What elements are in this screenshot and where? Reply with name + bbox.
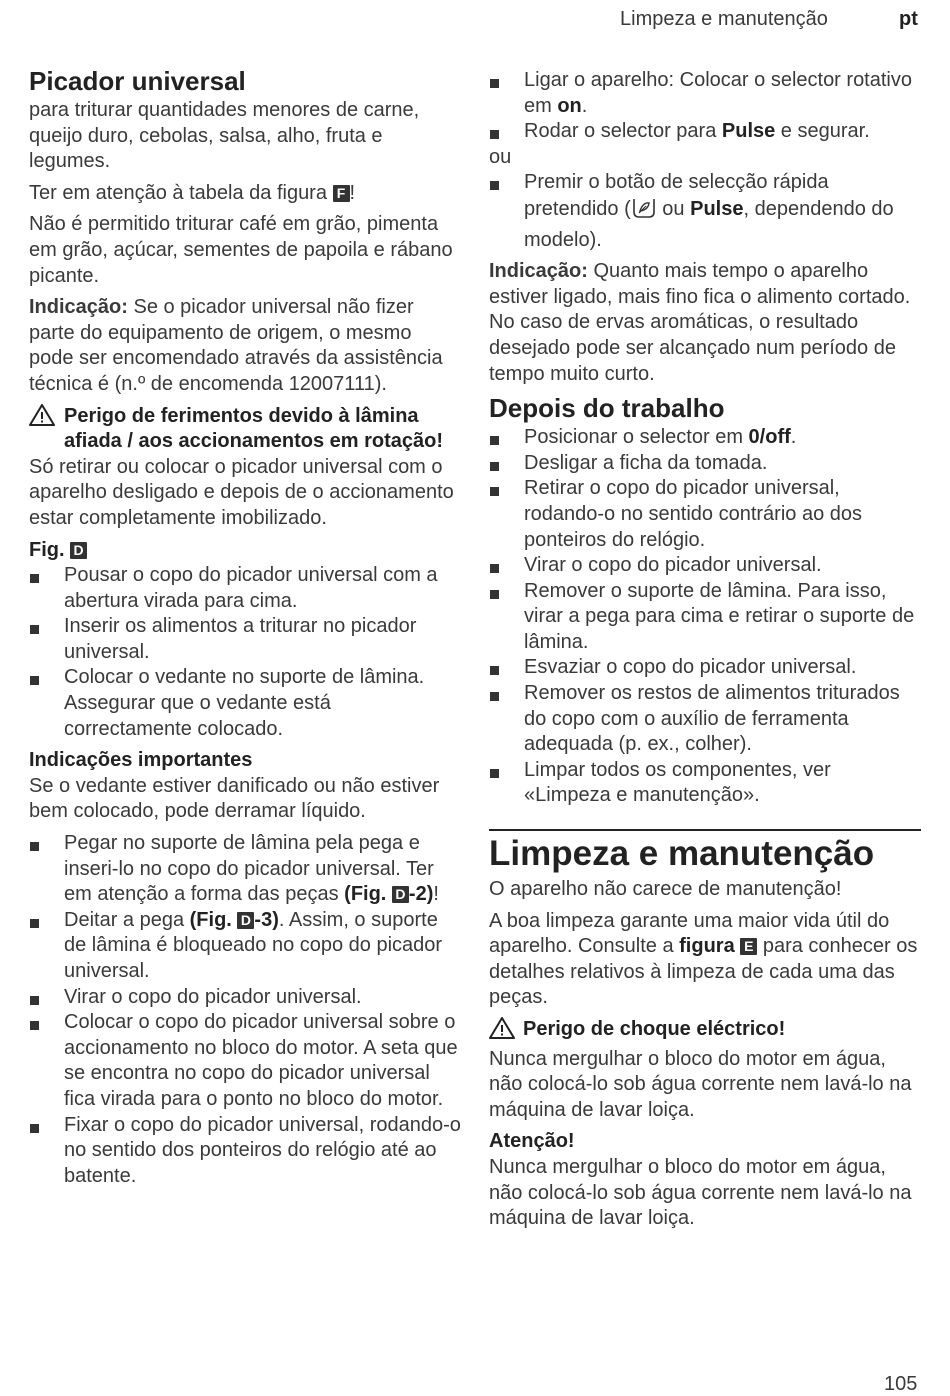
item-end: ! bbox=[433, 883, 439, 906]
item-text: Premir o botão de selecção rápida pretendido ( bbox=[524, 171, 829, 220]
item-text: Rodar o selector para bbox=[524, 120, 722, 143]
list-item: Remover os restos de alimentos triturados do copo com o auxílio de ferramenta adequada (p. ex., colher). bbox=[489, 681, 921, 758]
item-end: . bbox=[581, 94, 588, 117]
list-item bbox=[29, 908, 461, 985]
figure-word: figura bbox=[679, 935, 735, 958]
warning-triangle-icon bbox=[29, 404, 64, 455]
list-item: Remover o suporte de lâmina. Para isso, virar a pega para cima e retirar o suporte de lâmina. bbox=[489, 579, 921, 656]
warning-triangle-icon bbox=[489, 1017, 515, 1047]
list-item: Limpar todos os componentes, ver «Limpeza e manutenção». bbox=[489, 758, 921, 809]
list-item: Colocar o vedante no suporte de lâmina. Assegurar que o vedante está correctamente colocado. bbox=[29, 665, 461, 742]
figure-reference bbox=[29, 538, 461, 564]
item-end: para conhecer os detalhes relativos à limpeza de cada uma das peças. bbox=[489, 935, 918, 1009]
warning-title: Perigo de choque eléctrico! bbox=[523, 1018, 786, 1040]
table-note bbox=[29, 181, 461, 207]
right-column bbox=[489, 68, 921, 1238]
shock-warning-heading bbox=[489, 1017, 921, 1047]
ref-pre: (Fig. bbox=[344, 883, 392, 906]
list-item: Fixar o copo do picador universal, rodando-o no sentido dos ponteiros do relógio até ao batente. bbox=[29, 1113, 461, 1190]
list-item: Colocar o copo do picador universal sobre o accionamento no bloco do motor. A seta que se encontra no copo do picador universal fica virada para o ponto no bloco do motor. bbox=[29, 1010, 461, 1112]
section-title-after-work: Depois do trabalho bbox=[489, 393, 725, 424]
language-code: pt bbox=[899, 8, 918, 30]
left-column bbox=[29, 66, 461, 1195]
not-allowed-paragraph: Não é permitido triturar café em grão, pimenta em grão, açúcar, sementes de papoila e rábano picante. bbox=[29, 213, 453, 287]
quick-select-step bbox=[489, 170, 921, 253]
figure-letter-badge: D bbox=[237, 912, 254, 929]
important-notes-heading: Indicações importantes bbox=[29, 749, 253, 772]
note-paragraph bbox=[29, 295, 461, 397]
section-divider bbox=[489, 829, 921, 875]
note-label: Indicação: bbox=[29, 296, 128, 319]
ref-pre: (Fig. bbox=[189, 908, 238, 931]
steps-list-2 bbox=[29, 831, 461, 1189]
item-bold: Pulse bbox=[690, 197, 744, 220]
item-end: , dependendo do modelo). bbox=[524, 197, 894, 251]
section-title-cleaning: Limpeza e manutenção bbox=[489, 834, 875, 874]
item-text: Pegar no suporte de lâmina pela pega e inseri-lo no copo do picador universal. Ter em atenção a forma das peças bbox=[64, 832, 434, 906]
item-mid: ou bbox=[656, 197, 691, 220]
maintenance-paragraph bbox=[489, 909, 921, 1011]
item-bold: Pulse bbox=[721, 120, 776, 143]
attention-heading: Atenção! bbox=[489, 1130, 575, 1153]
fig-label: Fig. bbox=[29, 538, 65, 561]
list-item: Virar o copo do picador universal. bbox=[29, 985, 461, 1011]
list-item bbox=[489, 425, 921, 451]
list-item: Pousar o copo do picador universal com a abertura virada para cima. bbox=[29, 563, 461, 614]
ref-post: -2) bbox=[408, 883, 434, 906]
item-text: A boa limpeza garante uma maior vida útil do aparelho. Consulte a bbox=[489, 909, 890, 958]
list-item: Inserir os alimentos a triturar no picador universal. bbox=[29, 614, 461, 665]
table-note-end: ! bbox=[349, 181, 356, 204]
warning-text: Só retirar ou colocar o picador universal com o aparelho desligado e depois de o accionamento estar completamente imobilizado. bbox=[29, 455, 454, 529]
list-item bbox=[29, 831, 461, 908]
item-bold: on bbox=[557, 94, 582, 117]
warning-heading bbox=[29, 404, 461, 455]
maintenance-intro: O aparelho não carece de manutenção! bbox=[489, 878, 842, 901]
note-label: Indicação: bbox=[489, 260, 588, 283]
list-item bbox=[489, 68, 921, 119]
note-text: Se o picador universal não fizer parte do equipamento de origem, o mesmo pode ser encomendado através da assistência técnica é (n.º de encomenda 12007111). bbox=[29, 296, 443, 395]
item-end: e segurar. bbox=[775, 120, 870, 143]
shock-warning-text: Nunca mergulhar o bloco do motor em água, não colocá-lo sob água corrente nem lavá-lo na máquina de lavar loiça. bbox=[489, 1047, 912, 1121]
list-item bbox=[489, 170, 921, 253]
figure-letter-badge: D bbox=[392, 886, 409, 903]
steps-list-1 bbox=[29, 563, 461, 742]
figure-letter-badge: D bbox=[70, 542, 87, 559]
note-paragraph bbox=[489, 259, 921, 387]
list-item: Desligar a ficha da tomada. bbox=[489, 451, 921, 477]
intro-paragraph: para triturar quantidades menores de carne, queijo duro, cebolas, salsa, alho, fruta e legumes. bbox=[29, 99, 420, 173]
figure-letter-badge: E bbox=[740, 938, 757, 955]
list-item: Virar o copo do picador universal. bbox=[489, 553, 921, 579]
item-text: Ligar o aparelho: Colocar o selector rotativo em bbox=[524, 69, 912, 117]
item-end: . bbox=[790, 426, 797, 449]
or-connector: ou bbox=[489, 145, 512, 168]
item-bold: 0/off bbox=[748, 426, 791, 449]
item-text: Deitar a pega bbox=[64, 908, 190, 931]
after-work-steps bbox=[489, 425, 921, 809]
page-number: 105 bbox=[884, 1373, 918, 1395]
ref-post: -3) bbox=[254, 908, 279, 931]
list-item: Retirar o copo do picador universal, rodando-o no sentido contrário ao dos ponteiros do relógio. bbox=[489, 476, 921, 553]
note-text: Quanto mais tempo o aparelho estiver ligado, mais fino fica o alimento cortado. No caso de ervas aromáticas, o resultado desejado pode ser alcançado num período de tempo muito curto. bbox=[489, 260, 911, 385]
section-title-universal-chopper: Picador universal bbox=[29, 66, 246, 96]
operate-steps bbox=[489, 68, 921, 145]
attention-text: Nunca mergulhar o bloco do motor em água, não colocá-lo sob água corrente nem lavá-lo na máquina de lavar loiça. bbox=[489, 1155, 912, 1230]
table-note-text: Ter em atenção à tabela da figura bbox=[29, 181, 333, 204]
herb-button-icon bbox=[631, 196, 657, 228]
list-item: Esvaziar o copo do picador universal. bbox=[489, 655, 921, 681]
figure-letter-badge: F bbox=[333, 185, 350, 202]
warning-title: Perigo de ferimentos devido à lâmina afiada / aos accionamentos em rotação! bbox=[64, 404, 444, 453]
item-text: Posicionar o selector em bbox=[524, 426, 749, 449]
item-end: . Assim, o suporte de lâmina é bloqueado no copo do picador universal. bbox=[64, 908, 443, 982]
important-notes-text: Se o vedante estiver danificado ou não estiver bem colocado, pode derramar líquido. bbox=[29, 774, 440, 823]
figure-ref bbox=[190, 909, 279, 931]
list-item bbox=[489, 119, 921, 145]
figure-ref bbox=[344, 883, 433, 905]
running-header-section: Limpeza e manutenção bbox=[620, 8, 828, 30]
